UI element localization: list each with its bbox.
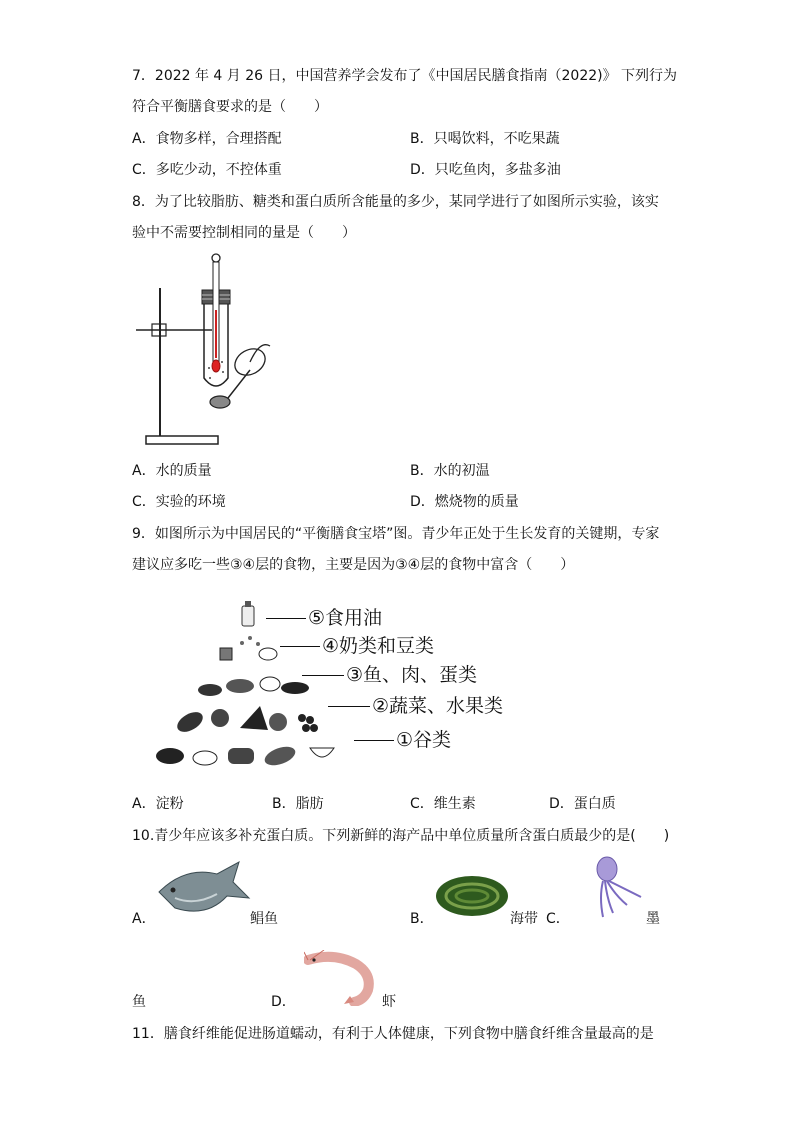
pyramid-level-4-leader	[280, 646, 320, 647]
q7-option-d: D．只吃鱼肉，多盐多油	[410, 162, 561, 178]
q9-stem-line1: 9．如图所示为中国居民的“平衡膳食宝塔”图。青少年正处于生长发育的关键期，专家	[132, 526, 660, 542]
pyramid-level-4-text: ④奶类和豆类	[322, 635, 435, 657]
q7-option-b: B．只喝饮料，不吃果蔬	[410, 131, 560, 147]
q10-option-d-name: 虾	[382, 994, 396, 1010]
q11-stem-line1: 11．膳食纤维能促进肠道蠕动，有利于人体健康，下列食物中膳食纤维含量最高的是	[132, 1026, 654, 1042]
q10-option-d-letter: D．	[271, 994, 296, 1010]
pyramid-level-2-leader	[328, 706, 370, 707]
q10-option-c-name-part2: 鱼	[132, 994, 146, 1010]
q10-option-c-letter: C．	[546, 911, 570, 927]
q9-option-a: A．淀粉	[132, 796, 184, 812]
q8-option-d: D．燃烧物的质量	[410, 494, 519, 510]
pyramid-level-2	[328, 694, 503, 718]
q8-option-b: B．水的初温	[410, 463, 490, 479]
pyramid-level-5	[266, 606, 382, 630]
kelp-image	[433, 866, 511, 924]
squid-image	[585, 855, 645, 921]
pyramid-level-3-text: ③鱼、肉、蛋类	[346, 664, 478, 686]
pyramid-level-3-leader	[302, 675, 344, 676]
q9-stem-line2: 建议应多吃一些③④层的食物，主要是因为③④层的食物中富含（ ）	[132, 557, 575, 573]
q7-option-c: C．多吃少动，不控体重	[132, 162, 282, 178]
pyramid-level-1	[354, 728, 451, 752]
q9-option-b: B．脂肪	[272, 796, 324, 812]
pyramid-level-1-text: ①谷类	[396, 729, 452, 751]
pyramid-level-5-leader	[266, 618, 306, 619]
q7-stem-line2: 符合平衡膳食要求的是（ ）	[132, 99, 328, 115]
q8-option-c: C．实验的环境	[132, 494, 226, 510]
q10-stem-line1: 10.青少年应该多补充蛋白质。下列新鲜的海产品中单位质量所含蛋白质最少的是( )	[132, 828, 670, 844]
pyramid-level-5-text: ⑤食用油	[308, 607, 383, 629]
q8-stem-line1: 8．为了比较脂肪、糖类和蛋白质所含能量的多少，某同学进行了如图所示实验，该实	[132, 194, 659, 210]
q10-option-c-name-part1: 墨	[646, 911, 660, 927]
pyramid-level-2-text: ②蔬菜、水果类	[372, 695, 504, 717]
q9-option-d: D．蛋白质	[549, 796, 616, 812]
q8-option-a: A．水的质量	[132, 463, 212, 479]
pomfret-fish-image	[155, 858, 251, 922]
q8-stem-line2: 验中不需要控制相同的量是（ ）	[132, 225, 356, 241]
q10-option-b-name: 海带	[510, 911, 538, 927]
calorimeter-apparatus-figure	[132, 250, 282, 450]
shrimp-image	[304, 950, 382, 1006]
q7-stem-line1: 7．2022 年 4 月 26 日，中国营养学会发布了《中国居民膳食指南（2022)》 下列行为	[132, 68, 678, 84]
pyramid-level-3	[302, 663, 477, 687]
q9-option-c: C．维生素	[410, 796, 476, 812]
pyramid-level-4	[280, 634, 434, 658]
q10-option-a-name: 鲳鱼	[250, 911, 278, 927]
q10-option-a-letter: A．	[132, 911, 156, 927]
q10-option-b-letter: B．	[410, 911, 434, 927]
q7-option-a: A．食物多样，合理搭配	[132, 131, 282, 147]
pyramid-level-1-leader	[354, 740, 394, 741]
